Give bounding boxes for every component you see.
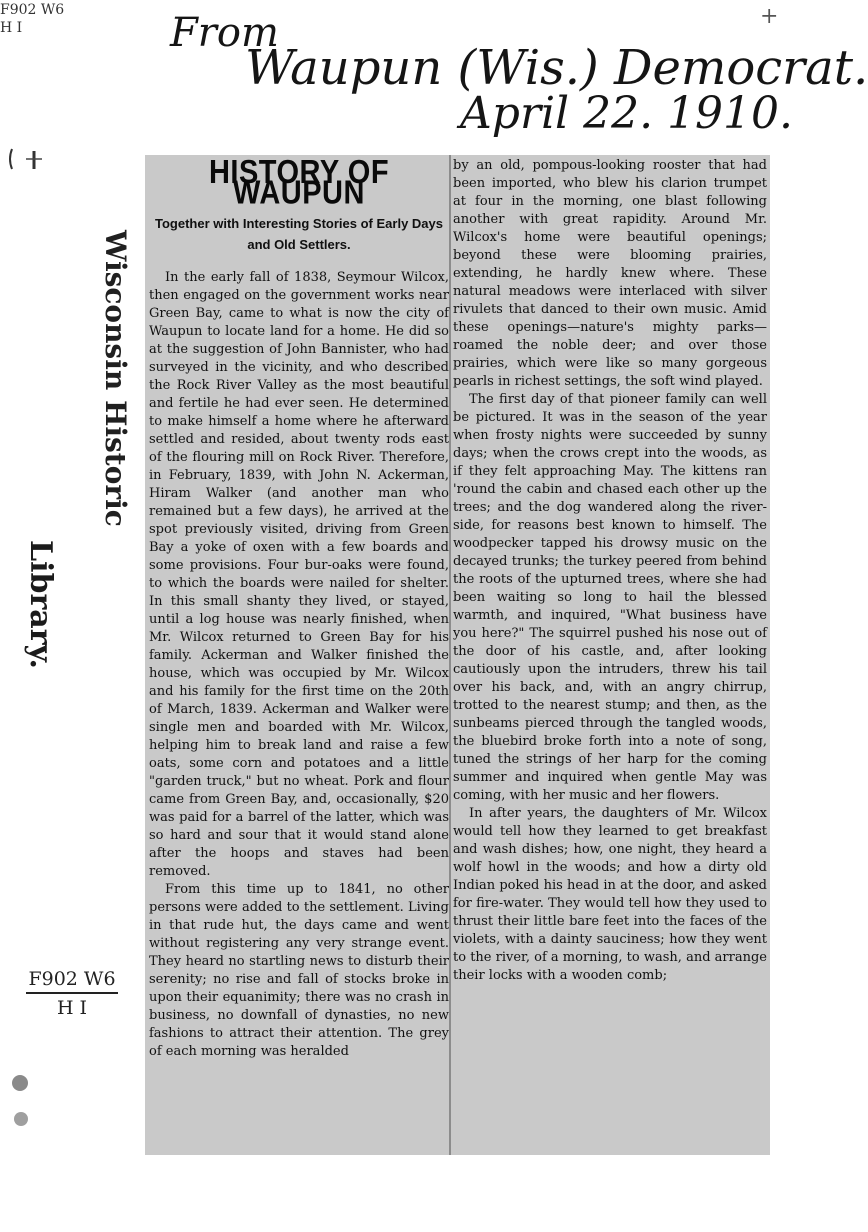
call-number-top: F902 W6 H I (0, 2, 65, 36)
call-number-line2: H I (56, 996, 88, 1019)
paragraph: In after years, the daughters of Mr. Wilcox would tell how they learned to get breakfast and wash dishes; how, one night, they heard a wolf howl in the woods; and how a dirty old Indian poked his head in at the door, and asked for fire-water. They would tell how they used to thrust their little bare feet into the faces of the violets, with a dainty sauciness; how they went to the river, of a morning, to wash, and arrange their locks with a wooden comb; (453, 806, 767, 983)
corner-mark: + (760, 4, 779, 29)
call-number-line1: F902 W6 (26, 968, 117, 994)
call-number-box (6, 968, 138, 1028)
hole-punch-mark (14, 1112, 28, 1126)
left-column (149, 155, 449, 1061)
article-subhead: Together with Interesting Stories of Early Days and Old Settlers. (155, 216, 443, 252)
handwritten-from-label: From (170, 10, 279, 56)
column-divider (449, 155, 451, 1155)
article-headline: HISTORY OF WAUPUN (208, 154, 390, 212)
newspaper-clipping (145, 155, 770, 1155)
right-column (453, 157, 767, 985)
margin-mark-icon (4, 145, 44, 175)
stamp-society-text: Wisconsin Historic (99, 230, 132, 527)
paragraph: In the early fall of 1838, Seymour Wilcox, then engaged on the government works near Green Bay, came to what is now the city of Waupun to locate land for a home. He did so at the suggestion of John Bannister, who had surveyed in the vicinity, and who described the Rock River Valley as the most beautiful and fertile he had ever seen. He determined to make himself a home where he afterward settled and resided, about twenty rods east of the flouring mill on Rock River. Therefore, in February, 1839, with John N. Ackerman, Hiram Walker (and another man who remained but a few days), he arrived at the spot previously visited, driving from Green Bay a yoke of oxen with a few boards and some provisions. Four bur-oaks were found, to which the boards were nailed for shelter. In this small shanty they lived, or stayed, until a log house was nearly finished, when Mr. Wilcox returned to Green Bay for his family. Ackerman and Walker finished the house, which was occupied by Mr. Wilcox and his family for the first time on the 20th of March, 1839. Ackerman and Walker were single men and boarded with Mr. Wilcox, helping him to break land and raise a few oats, some corn and potatoes and a little "garden truck," but no wheat. Pork and flour came from Green Bay, and, occasionally, $20 was paid for a barrel of the latter, which was so hard and sour that it would stand alone after the hoops and staves had been removed. (149, 270, 449, 879)
paragraph: The first day of that pioneer family can well be pictured. It was in the season of the year when frosty nights were succeeded by sunny days; when the crows crept into the woods, as if they felt approaching May. The kittens ran 'round the cabin and chased each other up the trees; and the dog wandered along the river-side, for reasons best known to himself. The woodpecker tapped his drowsy music on the decayed trunks; the turkey peered from behind the roots of the upturned trees, where she had been waiting so long to hail the blessed warmth, and inquired, "What business have you here?" The squirrel pushed his nose out of the door of his castle, and, after looking cautiously upon the intruders, threw his tail over his back, and, with an angry chirrup, trotted to the nearest stump; and then, as the sunbeams pierced through the tangled woods, the bluebird broke forth into a note of song, tuned the strings of her harp for the coming summer and inquired when gentle May was coming, with her music and her flowers. (453, 392, 767, 803)
library-stamp (23, 230, 134, 669)
paragraph: by an old, pompous-looking rooster that had been imported, who blew his clarion trumpet at four in the morning, one blast following another with great rapidity. Around Mr. Wilcox's home were beautiful openings; beyond these were blooming prairies, extending, he hardly knew where. These natural meadows were interlaced with silver rivulets that danced to their own music. Amid these openings—nature's mighty parks—roamed the noble deer; and over those prairies, which were like so many gorgeous pearls in richest settings, the soft wind played. (453, 158, 767, 389)
handwritten-date: April 22. 1910. (460, 88, 794, 139)
paragraph: From this time up to 1841, no other persons were added to the settlement. Living in that rude hut, the days came and went without registering any very strange event. They heard no startling news to disturb their serenity; no rise and fall of stocks broke in upon their equanimity; there was no crash in business, no downfall of dynasties, no new fashions to attract their attention. The grey of each morning was heralded (149, 882, 449, 1059)
stamp-library-text: Library. (23, 540, 58, 669)
hole-punch-mark (12, 1075, 28, 1091)
handwritten-source: Waupun (Wis.) Democrat. (245, 40, 868, 96)
